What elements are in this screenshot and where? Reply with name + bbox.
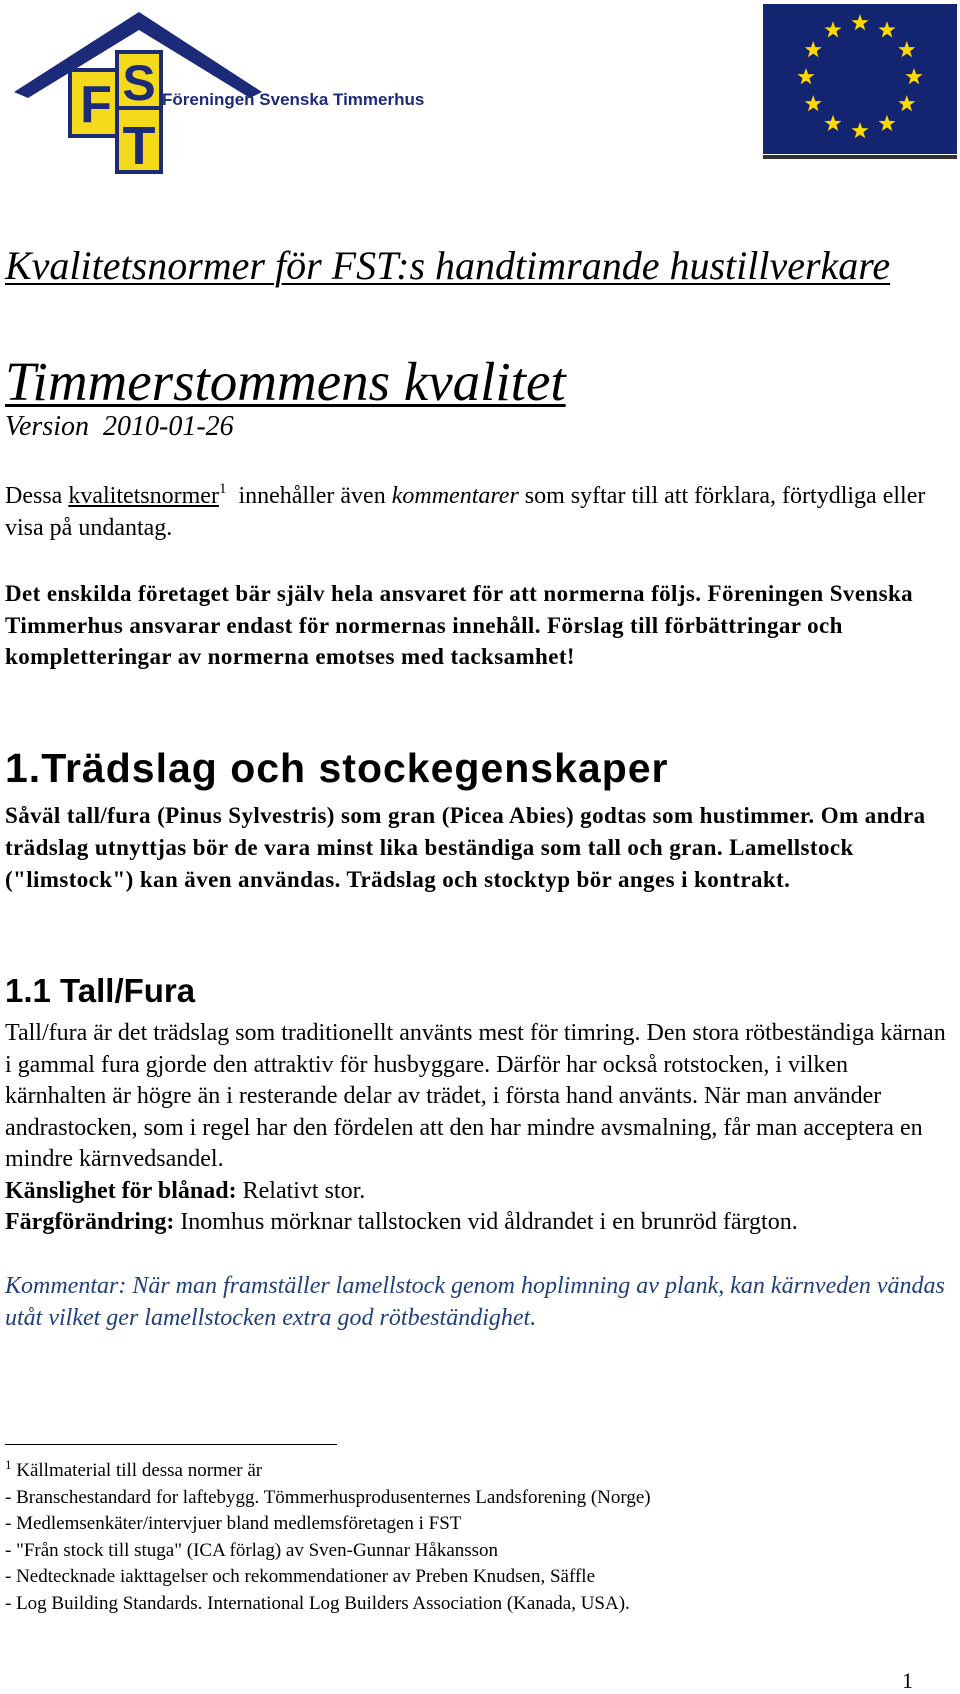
section-1-text: Såväl tall/fura (Pinus Sylvestris) som gran (Picea Abies) godtas som hustimmer. Om andra trädslag utnyttjas bör de vara minst lika beständiga som tall och gran. Lamellstock ("limstock") kan även användas. Trädslag och stocktyp bör anges i kontrakt.: [5, 803, 926, 892]
footnote-intro-text: Källmaterial till dessa normer är: [11, 1460, 263, 1481]
footnote-intro: [5, 1458, 945, 1485]
color-change-label: Färgförändring:: [5, 1209, 175, 1235]
logo-letter-boxes: [70, 52, 161, 176]
page-number: 1: [902, 1668, 913, 1693]
intro-text-middle: innehåller även: [226, 483, 392, 509]
document-title: Kvalitetsnormer för FST:s handtimrande hustillverkare: [5, 243, 891, 288]
responsibility-notice: Det enskilda företaget bär själv hela ansvaret för att normerna följs. Föreningen Svenska Timmerhus ansvarar endast för normernas innehåll. Förslag till förbättringar och kompletteringar av normerna emotses med tacksamhet!: [5, 581, 914, 669]
version-label: Version 2010-01-26: [5, 411, 234, 442]
section-1-heading: 1.Trädslag och stockegenskaper: [5, 745, 669, 791]
document-subtitle: Timmerstommens kvalitet: [5, 351, 566, 412]
logo-letter-t: T: [122, 116, 156, 176]
blue-stain-label: Känslighet för blånad:: [5, 1177, 237, 1204]
kvalitetsnormer-link[interactable]: kvalitetsnormer: [68, 483, 219, 509]
footnote-item: - Nedtecknade iakttagelser och rekommendationer av Preben Knudsen, Säffle: [5, 1566, 596, 1587]
fst-logo: [14, 10, 425, 180]
intro-paragraph: [5, 480, 945, 544]
section-1-1-text: Tall/fura är det trädslag som traditionellt använts mest för timring. Den stora rötbeständiga kärnan i gammal fura gjorde den attraktiv för husbyggare. Därför har också rotstocken, i vilken kärnhalten är högre än i resterande delar av trädet, i första hand använts. När man använder andrastocken, som i regel har den fördelen att den har mindre avsmalning, får man acceptera en mindre kärnvedsandel.: [5, 1020, 946, 1172]
logo-caption: Föreningen Svenska Timmerhus: [162, 90, 425, 109]
footnote-marker: 1: [5, 1457, 12, 1472]
footnotes: [5, 1458, 945, 1617]
eu-flag-icon: [763, 4, 957, 161]
logo-letter-s: S: [122, 55, 156, 111]
footnote-ref[interactable]: 1: [218, 481, 227, 497]
blue-stain-value: Relativt stor.: [236, 1177, 366, 1204]
section-1-1-heading: 1.1 Tall/Fura: [5, 972, 196, 1009]
footnote-item: - Medlemsenkäter/intervjuer bland medlemsföretagen i FST: [5, 1513, 462, 1534]
intro-italic-word: kommentarer: [391, 483, 519, 509]
footnote-item: - "Från stock till stuga" (ICA förlag) av Sven-Gunnar Håkansson: [5, 1539, 499, 1561]
footnote-item: - Log Building Standards. International Log Builders Association (Kanada, USA).: [5, 1592, 630, 1614]
footnote-divider: [5, 1444, 337, 1445]
section-1-1-body: [5, 1018, 953, 1239]
footnote-item: - Branschestandard for laftebygg. Tömmerhusprodusenternes Landsforening (Norge): [5, 1486, 651, 1508]
intro-text-end: som syftar till att förklara, förtydliga eller visa på undantag.: [5, 483, 926, 541]
logo-letter-f: F: [80, 76, 112, 134]
comment-paragraph: Kommentar: När man framställer lamellstock genom hoplimning av plank, kan kärnveden vändas utåt vilket ger lamellstocken extra god rötbeständighet.: [5, 1273, 945, 1331]
color-change-value: Inomhus mörknar tallstocken vid åldrandet i en brunröd färgton.: [174, 1209, 798, 1235]
intro-text-start: Dessa: [5, 483, 69, 509]
